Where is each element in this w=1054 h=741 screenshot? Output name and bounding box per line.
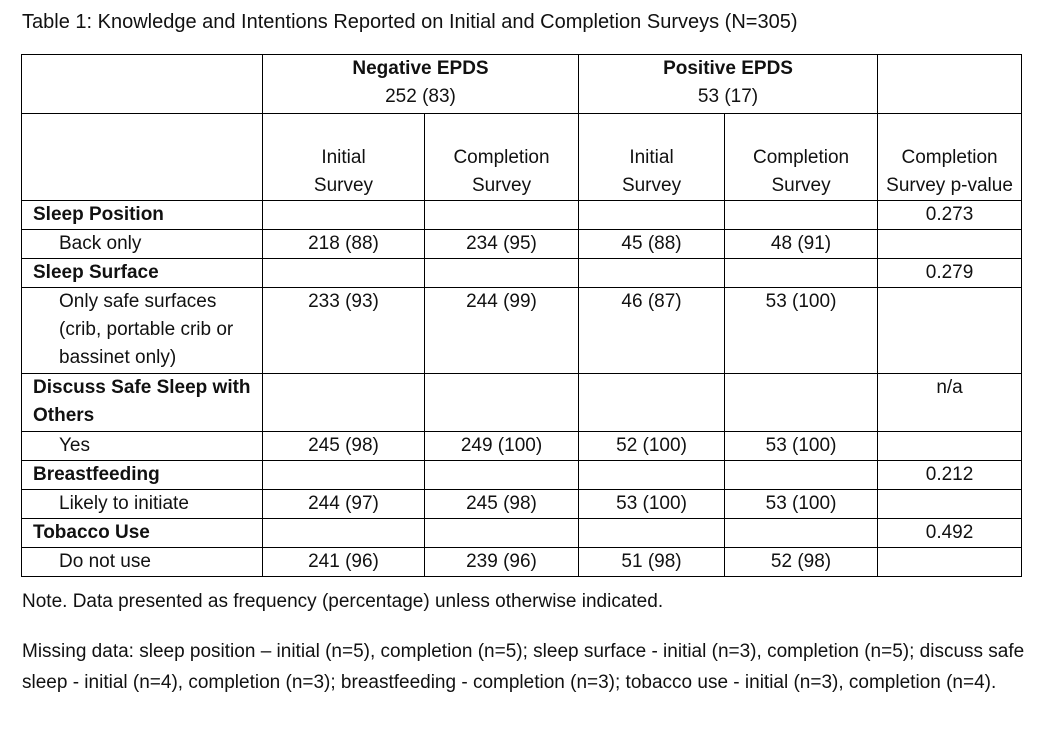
category-label: Breastfeeding xyxy=(22,461,263,490)
neg-completion-cell: 244 (99) xyxy=(425,288,579,374)
table-row xyxy=(22,432,1022,461)
pos-completion-cell: 52 (98) xyxy=(725,548,878,577)
table-note: Note. Data presented as frequency (percentage) unless otherwise indicated. xyxy=(22,591,664,612)
negative-group-label: Negative EPDS xyxy=(352,58,489,79)
pos-completion-cell: 53 (100) xyxy=(725,490,878,519)
neg-completion-header: Completion Survey xyxy=(425,114,579,201)
table-row xyxy=(22,230,1022,259)
header-row-columns xyxy=(22,114,1022,201)
table-row xyxy=(22,548,1022,577)
response-label: Yes xyxy=(22,432,263,461)
pos-completion-cell: 48 (91) xyxy=(725,230,878,259)
pvalue-cell: 0.273 xyxy=(878,201,1022,230)
neg-initial-cell: 245 (98) xyxy=(263,432,425,461)
category-label: Tobacco Use xyxy=(22,519,263,548)
missing-data-note: Missing data: sleep position – initial (n=5), completion (n=5); sleep surface - initial (n=3), completion (n=5); discuss safe sleep - initial (n=4), completion (n=3); breastfeeding - completion (n=3); tobacco use - initial (n=3), completion (n=4). xyxy=(22,641,1025,693)
neg-initial-cell: 241 (96) xyxy=(263,548,425,577)
pos-initial-cell: 45 (88) xyxy=(579,230,725,259)
category-label: Sleep Surface xyxy=(22,259,263,288)
pos-initial-cell: 51 (98) xyxy=(579,548,725,577)
response-label: Likely to initiate xyxy=(22,490,263,519)
pvalue-header: Completion Survey p-value xyxy=(878,114,1022,201)
category-label: Sleep Position xyxy=(22,201,263,230)
pvalue-cell: 0.492 xyxy=(878,519,1022,548)
response-label: Do not use xyxy=(22,548,263,577)
header-empty-cell xyxy=(22,55,263,114)
negative-epds-header xyxy=(263,55,579,114)
pos-completion-header: Completion Survey xyxy=(725,114,878,201)
positive-group-count: 53 (17) xyxy=(697,86,759,107)
pvalue-cell: 0.279 xyxy=(878,259,1022,288)
neg-initial-header: Initial Survey xyxy=(263,114,425,201)
pvalue-cell: 0.212 xyxy=(878,461,1022,490)
response-label: Only safe surfaces (crib, portable crib or bassinet only) xyxy=(22,288,263,374)
table-row xyxy=(22,374,1022,432)
neg-initial-cell: 233 (93) xyxy=(263,288,425,374)
neg-completion-cell: 249 (100) xyxy=(425,432,579,461)
header-empty-cell xyxy=(878,55,1022,114)
table-row xyxy=(22,461,1022,490)
positive-epds-header xyxy=(579,55,878,114)
neg-completion-cell: 239 (96) xyxy=(425,548,579,577)
neg-initial-cell: 218 (88) xyxy=(263,230,425,259)
pos-initial-header: Initial Survey xyxy=(579,114,725,201)
header-empty-cell xyxy=(22,114,263,201)
pos-initial-cell: 46 (87) xyxy=(579,288,725,374)
negative-group-count: 252 (83) xyxy=(385,86,456,107)
positive-group-label: Positive EPDS xyxy=(663,58,793,79)
header-row-groups xyxy=(22,55,1022,114)
table-row xyxy=(22,259,1022,288)
neg-completion-cell: 245 (98) xyxy=(425,490,579,519)
pos-initial-cell: 53 (100) xyxy=(579,490,725,519)
pos-completion-cell: 53 (100) xyxy=(725,432,878,461)
table-row xyxy=(22,288,1022,374)
table-title: Table 1: Knowledge and Intentions Reported on Initial and Completion Surveys (N=305) xyxy=(22,11,798,33)
results-table xyxy=(21,54,1022,577)
pos-completion-cell: 53 (100) xyxy=(725,288,878,374)
neg-initial-cell: 244 (97) xyxy=(263,490,425,519)
table-row xyxy=(22,490,1022,519)
pvalue-cell: n/a xyxy=(878,374,1022,432)
table-row xyxy=(22,519,1022,548)
response-label: Back only xyxy=(22,230,263,259)
neg-completion-cell: 234 (95) xyxy=(425,230,579,259)
category-label: Discuss Safe Sleep with Others xyxy=(22,374,263,432)
pos-initial-cell: 52 (100) xyxy=(579,432,725,461)
table-row xyxy=(22,201,1022,230)
